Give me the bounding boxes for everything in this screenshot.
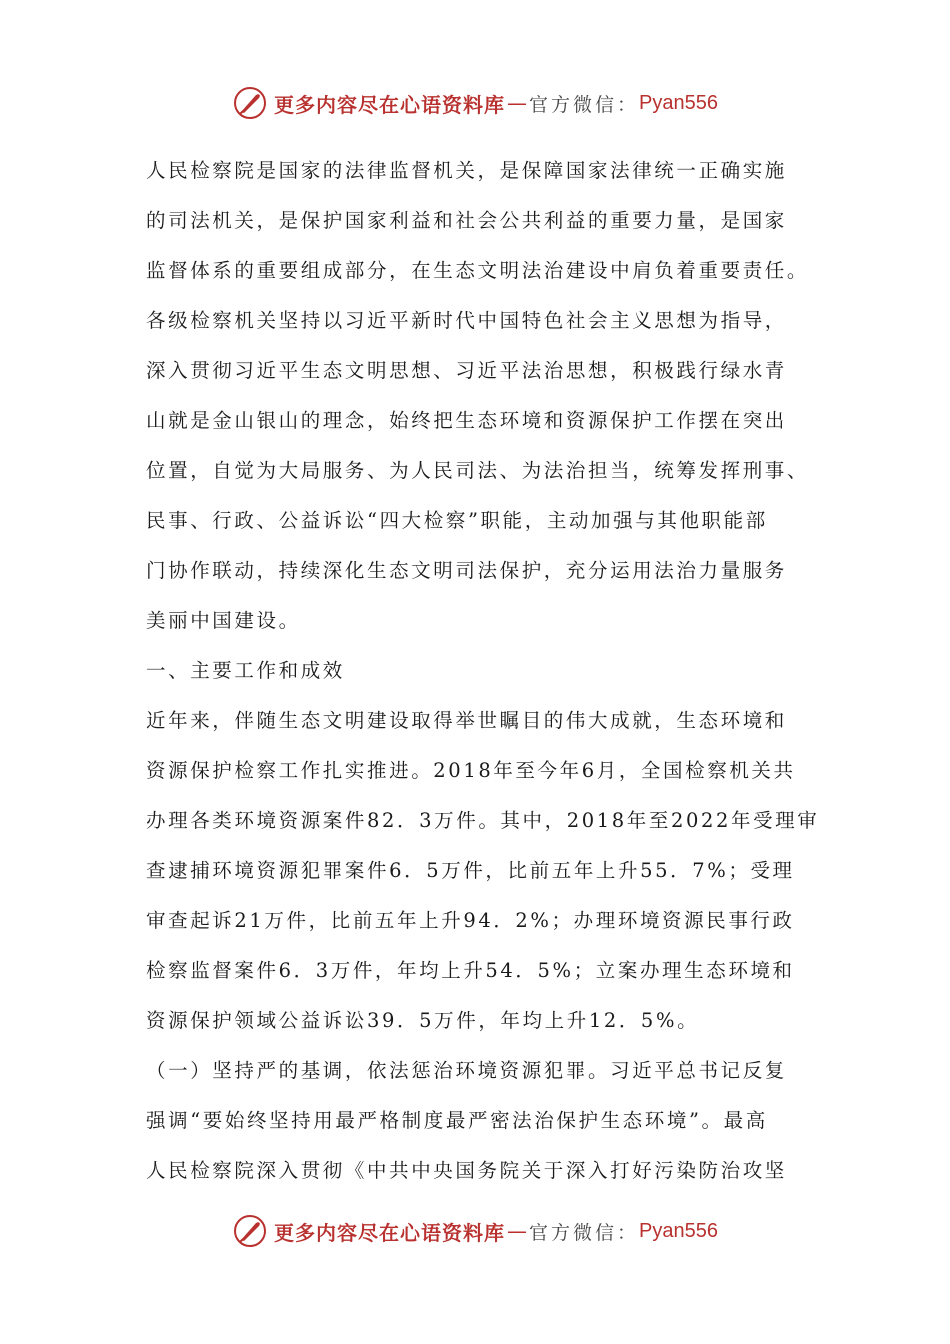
text-line: 强调“要始终坚持用最严格制度最严密法治保护生态环境”。最高 — [146, 1109, 768, 1132]
text-line: 人民检察院深入贯彻《中共中央国务院关于深入打好污染防治攻坚 — [146, 1159, 787, 1182]
text-line: 办理各类环境资源案件82．3万件。其中，2018年至2022年受理审 — [146, 809, 820, 832]
text-line: 查逮捕环境资源犯罪案件6．5万件，比前五年上升55．7%；受理 — [146, 859, 795, 882]
banner-separator: — — [507, 1219, 527, 1243]
text-line: 美丽中国建设。 — [146, 609, 301, 632]
text-line: 资源保护检察工作扎实推进。2018年至今年6月，全国检察机关共 — [146, 759, 796, 782]
header-banner — [0, 78, 950, 128]
text-line: 深入贯彻习近平生态文明思想、习近平法治思想，积极践行绿水青 — [146, 359, 787, 382]
text-line: 各级检察机关坚持以习近平新时代中国特色社会主义思想为指导， — [146, 309, 787, 332]
text-line: 检察监督案件6．3万件，年均上升54．5%；立案办理生态环境和 — [146, 959, 795, 982]
text-line: 门协作联动，持续深化生态文明司法保护，充分运用法治力量服务 — [146, 559, 787, 582]
text-line: 资源保护领域公益诉讼39．5万件，年均上升12．5%。 — [146, 1009, 700, 1032]
text-line: 人民检察院是国家的法律监督机关，是保障国家法律统一正确实施 — [146, 159, 787, 182]
quill-pen-icon — [232, 85, 268, 121]
text-line: 审查起诉21万件，比前五年上升94．2%；办理环境资源民事行政 — [146, 909, 795, 932]
text-line: 山就是金山银山的理念，始终把生态环境和资源保护工作摆在突出 — [146, 409, 787, 432]
text-line: 位置，自觉为大局服务、为人民司法、为法治担当，统筹发挥刑事、 — [146, 459, 810, 482]
text-line: 的司法机关，是保护国家利益和社会公共利益的重要力量，是国家 — [146, 209, 787, 232]
text-line: 近年来，伴随生态文明建设取得举世瞩目的伟大成就，生态环境和 — [146, 709, 787, 732]
quill-pen-icon — [232, 1213, 268, 1249]
text-line: 民事、行政、公益诉讼“四大检察”职能，主动加强与其他职能部 — [146, 509, 768, 532]
text-line: （一）坚持严的基调，依法惩治环境资源犯罪。习近平总书记反复 — [146, 1059, 787, 1082]
footer-banner — [0, 1206, 950, 1256]
section-heading: 一、主要工作和成效 — [146, 659, 345, 682]
banner-separator: — — [507, 91, 527, 115]
banner-contact-id: Pyan556 — [639, 91, 718, 114]
banner-brand: 更多内容尽在心语资料库 — [274, 92, 505, 117]
banner-contact-id: Pyan556 — [639, 1219, 718, 1242]
banner-contact-label: 官方微信： — [529, 1221, 640, 1244]
text-line: 监督体系的重要组成部分，在生态文明法治建设中肩负着重要责任。 — [146, 259, 810, 282]
document-body — [146, 146, 826, 1196]
banner-contact-label: 官方微信： — [529, 93, 640, 116]
banner-brand: 更多内容尽在心语资料库 — [274, 1220, 505, 1245]
